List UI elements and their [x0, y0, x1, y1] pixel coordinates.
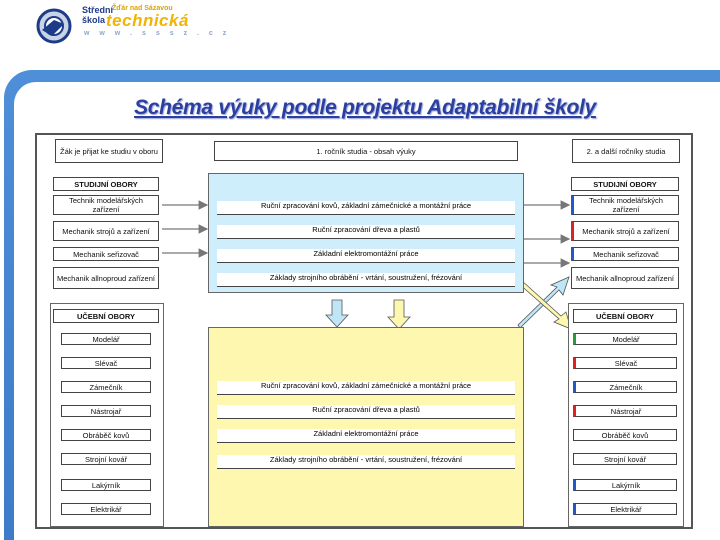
study-center-item-1-text: Ruční zpracování kovů, základní zámečnické a montážní práce — [260, 201, 472, 210]
learn-center-item-2-text: Ruční zpracování dřeva a plastů — [312, 405, 420, 414]
learn-right-item-1: Modelář — [573, 333, 677, 345]
learn-left-item-1: Modelář — [61, 333, 151, 345]
box-student-admitted: Žák je přijat ke studiu v oboru — [55, 139, 163, 163]
study-right-item-2: Mechanik strojů a zařízení — [571, 221, 679, 241]
learn-left-item-7: Lakýrník — [61, 479, 151, 491]
learn-left-item-5: Obráběč kovů — [61, 429, 151, 441]
study-center-item-3 — [217, 249, 515, 263]
study-center-item-4-text: Základy strojního obrábění - vrtání, soustružení, frézování — [269, 273, 463, 282]
learn-right-header: UČEBNÍ OBORY — [573, 309, 677, 323]
study-left-item-3: Mechanik seřizovač — [53, 247, 159, 261]
school-name-technical: technická — [106, 11, 189, 30]
learn-right-item-2: Slévač — [573, 357, 677, 369]
box-first-year-content: 1. ročník studia - obsah výuky — [214, 141, 518, 161]
study-right-header: STUDIJNÍ OBORY — [571, 177, 679, 191]
learn-center-item-1-text: Ruční zpracování kovů, základní zámečnické a montážní práce — [260, 381, 472, 390]
study-center-item-2-text: Ruční zpracování dřeva a plastů — [312, 225, 420, 234]
school-logo-icon — [34, 6, 74, 46]
study-right-item-4: Mechanik allnoproud zařízení — [571, 267, 679, 289]
learn-left-header: UČEBNÍ OBORY — [53, 309, 159, 323]
study-right-item-3: Mechanik seřizovač — [571, 247, 679, 261]
school-name-line2: škola — [82, 15, 106, 25]
learn-left-item-8: Elektrikář — [61, 503, 151, 515]
learn-left-item-2: Slévač — [61, 357, 151, 369]
school-website: w w w . s s s z . c z — [84, 30, 231, 37]
arrow-down-right — [388, 300, 410, 329]
learn-right-item-7: Lakýrník — [573, 479, 677, 491]
school-name-line1: Střední — [82, 5, 114, 15]
slide-title: Schéma výuky podle projektu Adaptabilní školy — [134, 96, 596, 119]
study-center-item-2 — [217, 225, 515, 239]
study-left-header: STUDIJNÍ OBORY — [53, 177, 159, 191]
learn-center-panel — [208, 327, 524, 527]
learn-right-item-4: Nástrojař — [573, 405, 677, 417]
learn-center-item-4 — [217, 455, 515, 469]
study-left-item-2: Mechanik strojů a zařízení — [53, 221, 159, 241]
box-further-years: 2. a další ročníky studia — [572, 139, 680, 163]
study-left-item-1: Technik modelářských zařízení — [53, 195, 159, 215]
learn-right-item-5: Obráběč kovů — [573, 429, 677, 441]
learn-left-item-4: Nástrojař — [61, 405, 151, 417]
learn-left-item-3: Zámečník — [61, 381, 151, 393]
learn-center-item-2 — [217, 405, 515, 419]
learn-right-item-8: Elektrikář — [573, 503, 677, 515]
learn-center-item-3 — [217, 429, 515, 443]
study-center-item-3-text: Základní elektromontážní práce — [313, 249, 419, 258]
study-center-item-4 — [217, 273, 515, 287]
study-center-item-1 — [217, 201, 515, 215]
study-left-item-4: Mechanik allnoproud zařízení — [53, 267, 159, 289]
learn-center-item-3-text: Základní elektromontážní práce — [313, 429, 419, 438]
arrow-down-left — [326, 300, 348, 327]
diagram — [35, 133, 693, 529]
header — [0, 0, 720, 70]
learn-right-item-3: Zámečník — [573, 381, 677, 393]
learn-right-item-6: Strojní kovář — [573, 453, 677, 465]
learn-left-item-6: Strojní kovář — [61, 453, 151, 465]
study-right-item-1: Technik modelářských zařízení — [571, 195, 679, 215]
learn-center-item-1 — [217, 381, 515, 395]
school-town: Žďár nad Sázavou — [112, 5, 173, 12]
learn-center-item-4-text: Základy strojního obrábění - vrtání, soustružení, frézování — [269, 455, 463, 464]
